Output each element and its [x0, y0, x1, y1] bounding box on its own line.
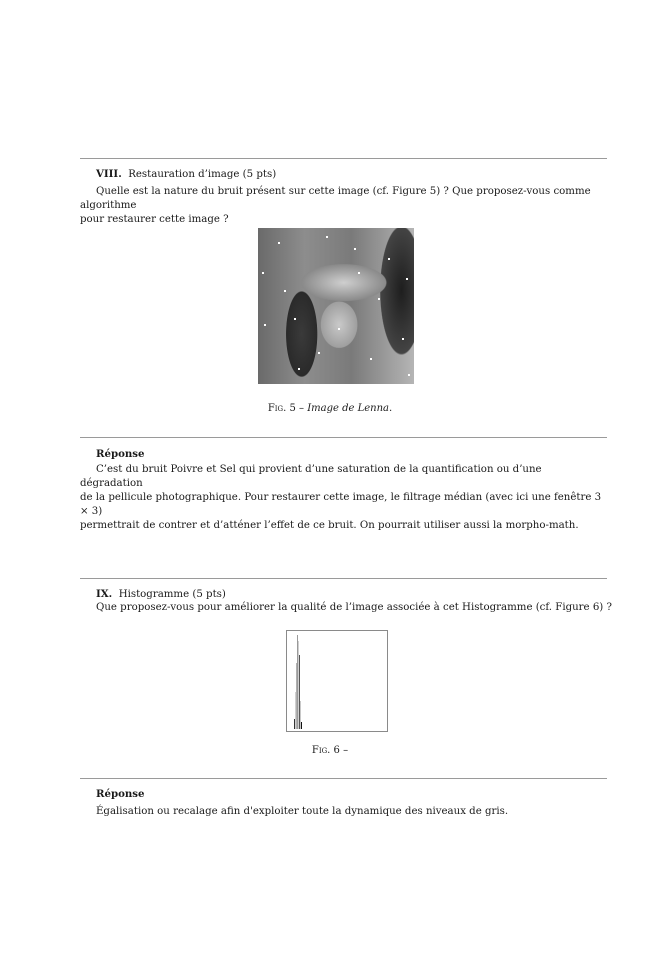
section-divider: [80, 158, 607, 159]
section-8-title: Restauration d’image (5 pts): [128, 169, 277, 180]
section-8-question: [80, 185, 607, 227]
section-divider: [80, 578, 607, 579]
answer-line: permettrait de contrer et d’atténer l’effet de ce bruit. On pourrait utiliser aussi la morpho-math.: [80, 520, 579, 531]
histogram-bar: [301, 722, 302, 729]
answer-9-heading: Réponse: [96, 788, 145, 800]
question-line: Quelle est la nature du bruit présent sur cette image (cf. Figure 5) ? Que proposez-vous comme algorithme: [80, 186, 591, 211]
section-9-question: Que proposez-vous pour améliorer la qualité de l’image associée à cet Histogramme (cf. Figure 6) ?: [96, 602, 612, 613]
figure-label: Fig. 5 –: [267, 403, 305, 414]
histogram-chart: [286, 630, 388, 732]
answer-line: C’est du bruit Poivre et Sel qui provient d’une saturation de la quantification ou d’une dégradation: [80, 464, 542, 489]
section-9-title: Histogramme (5 pts): [118, 589, 226, 600]
answer-8-body: [80, 463, 607, 533]
figure-5-caption: [0, 402, 660, 416]
lenna-image: [258, 228, 414, 384]
section-8-number: VIII.: [96, 168, 122, 180]
answer-line: de la pellicule photographique. Pour restaurer cette image, le filtrage médian (avec ici une fenêtre 3 × 3): [80, 492, 602, 517]
answer-8-heading: Réponse: [96, 448, 145, 460]
figure-caption-text: Image de Lenna.: [307, 403, 393, 414]
answer-9-body: Égalisation ou recalage afin d'exploiter toute la dynamique des niveaux de gris.: [96, 806, 509, 817]
section-divider: [80, 778, 607, 779]
figure-label: Fig. 6 –: [311, 745, 349, 756]
section-8-heading: [96, 167, 276, 182]
section-divider: [80, 437, 607, 438]
figure-6-caption: [0, 744, 660, 758]
section-9-number: IX.: [96, 588, 113, 600]
section-9-heading: [96, 587, 226, 602]
question-line: pour restaurer cette image ?: [80, 214, 229, 225]
